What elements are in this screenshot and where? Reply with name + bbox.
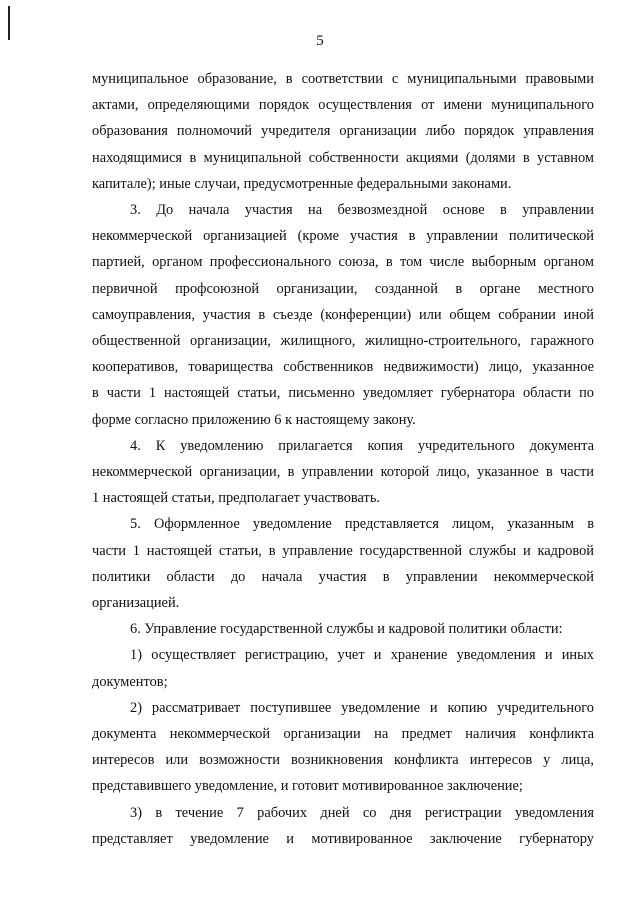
text-line: некоммерческой организации, в управлении которой лицо, указанное в части xyxy=(92,464,594,481)
text-line: интересов или возможности возникновения конфликта интересов у лица, xyxy=(92,752,594,769)
text-line: 3) в течение 7 рабочих дней со дня регистрации уведомления xyxy=(130,804,594,821)
text-line: политики области до начала участия в управлении некоммерческой xyxy=(92,568,594,585)
text-line: части 1 настоящей статьи, в управление государственной службы и кадровой xyxy=(92,542,594,559)
text-line: документов; xyxy=(92,673,168,690)
text-line: 6. Управление государственной службы и кадровой политики области: xyxy=(130,621,563,638)
text-line: организацией. xyxy=(92,595,180,612)
text-line: партией, органом профессионального союза, в том числе выборным органом xyxy=(92,254,594,271)
text-line: образования полномочий учредителя организации либо порядок управления xyxy=(92,123,594,140)
text-line: капитале); иные случаи, предусмотренные федеральными законами. xyxy=(92,175,512,192)
text-line: первичной профсоюзной организации, созданной в органе местного xyxy=(92,280,594,297)
text-line: форме согласно приложению 6 к настоящему закону. xyxy=(92,411,416,428)
text-line: 5. Оформленное уведомление представляется лицом, указанным в xyxy=(130,516,594,533)
text-line: представившего уведомление, и готовит мотивированное заключение; xyxy=(92,778,523,795)
text-line: 1 настоящей статьи, предполагает участвовать. xyxy=(92,490,381,507)
text-line: находящимися в муниципальной собственности акциями (долями в уставном xyxy=(92,149,594,166)
text-line: 3. До начала участия на безвозмездной основе в управлении xyxy=(130,202,594,219)
text-line: в части 1 настоящей статьи, письменно уведомляет губернатора области по xyxy=(92,385,594,402)
text-line: 2) рассматривает поступившее уведомление и копию учредительного xyxy=(130,699,594,716)
text-line: некоммерческой организацией (кроме участия в управлении политической xyxy=(92,228,594,245)
text-line: представляет уведомление и мотивированное заключение губернатору xyxy=(92,830,594,847)
text-line: актами, определяющими порядок осуществления от имени муниципального xyxy=(92,97,594,114)
text-line: общественной организации, жилищного, жилищно-строительного, гаражного xyxy=(92,333,594,350)
text-line: 4. К уведомлению прилагается копия учредительного документа xyxy=(130,437,594,454)
text-line: самоуправления, участия в съезде (конференции) или общем собрании иной xyxy=(92,306,594,323)
text-line: муниципальное образование, в соответствии с муниципальными правовыми xyxy=(92,71,594,87)
text-line: кооперативов, товарищества собственников недвижимости) лицо, указанное xyxy=(92,359,594,376)
text-line: 1) осуществляет регистрацию, учет и хранение уведомления и иных xyxy=(130,647,594,664)
text-line: документа некоммерческой организации на предмет наличия конфликта xyxy=(92,726,594,743)
document-body xyxy=(92,66,594,852)
page-number: 5 xyxy=(316,33,324,49)
